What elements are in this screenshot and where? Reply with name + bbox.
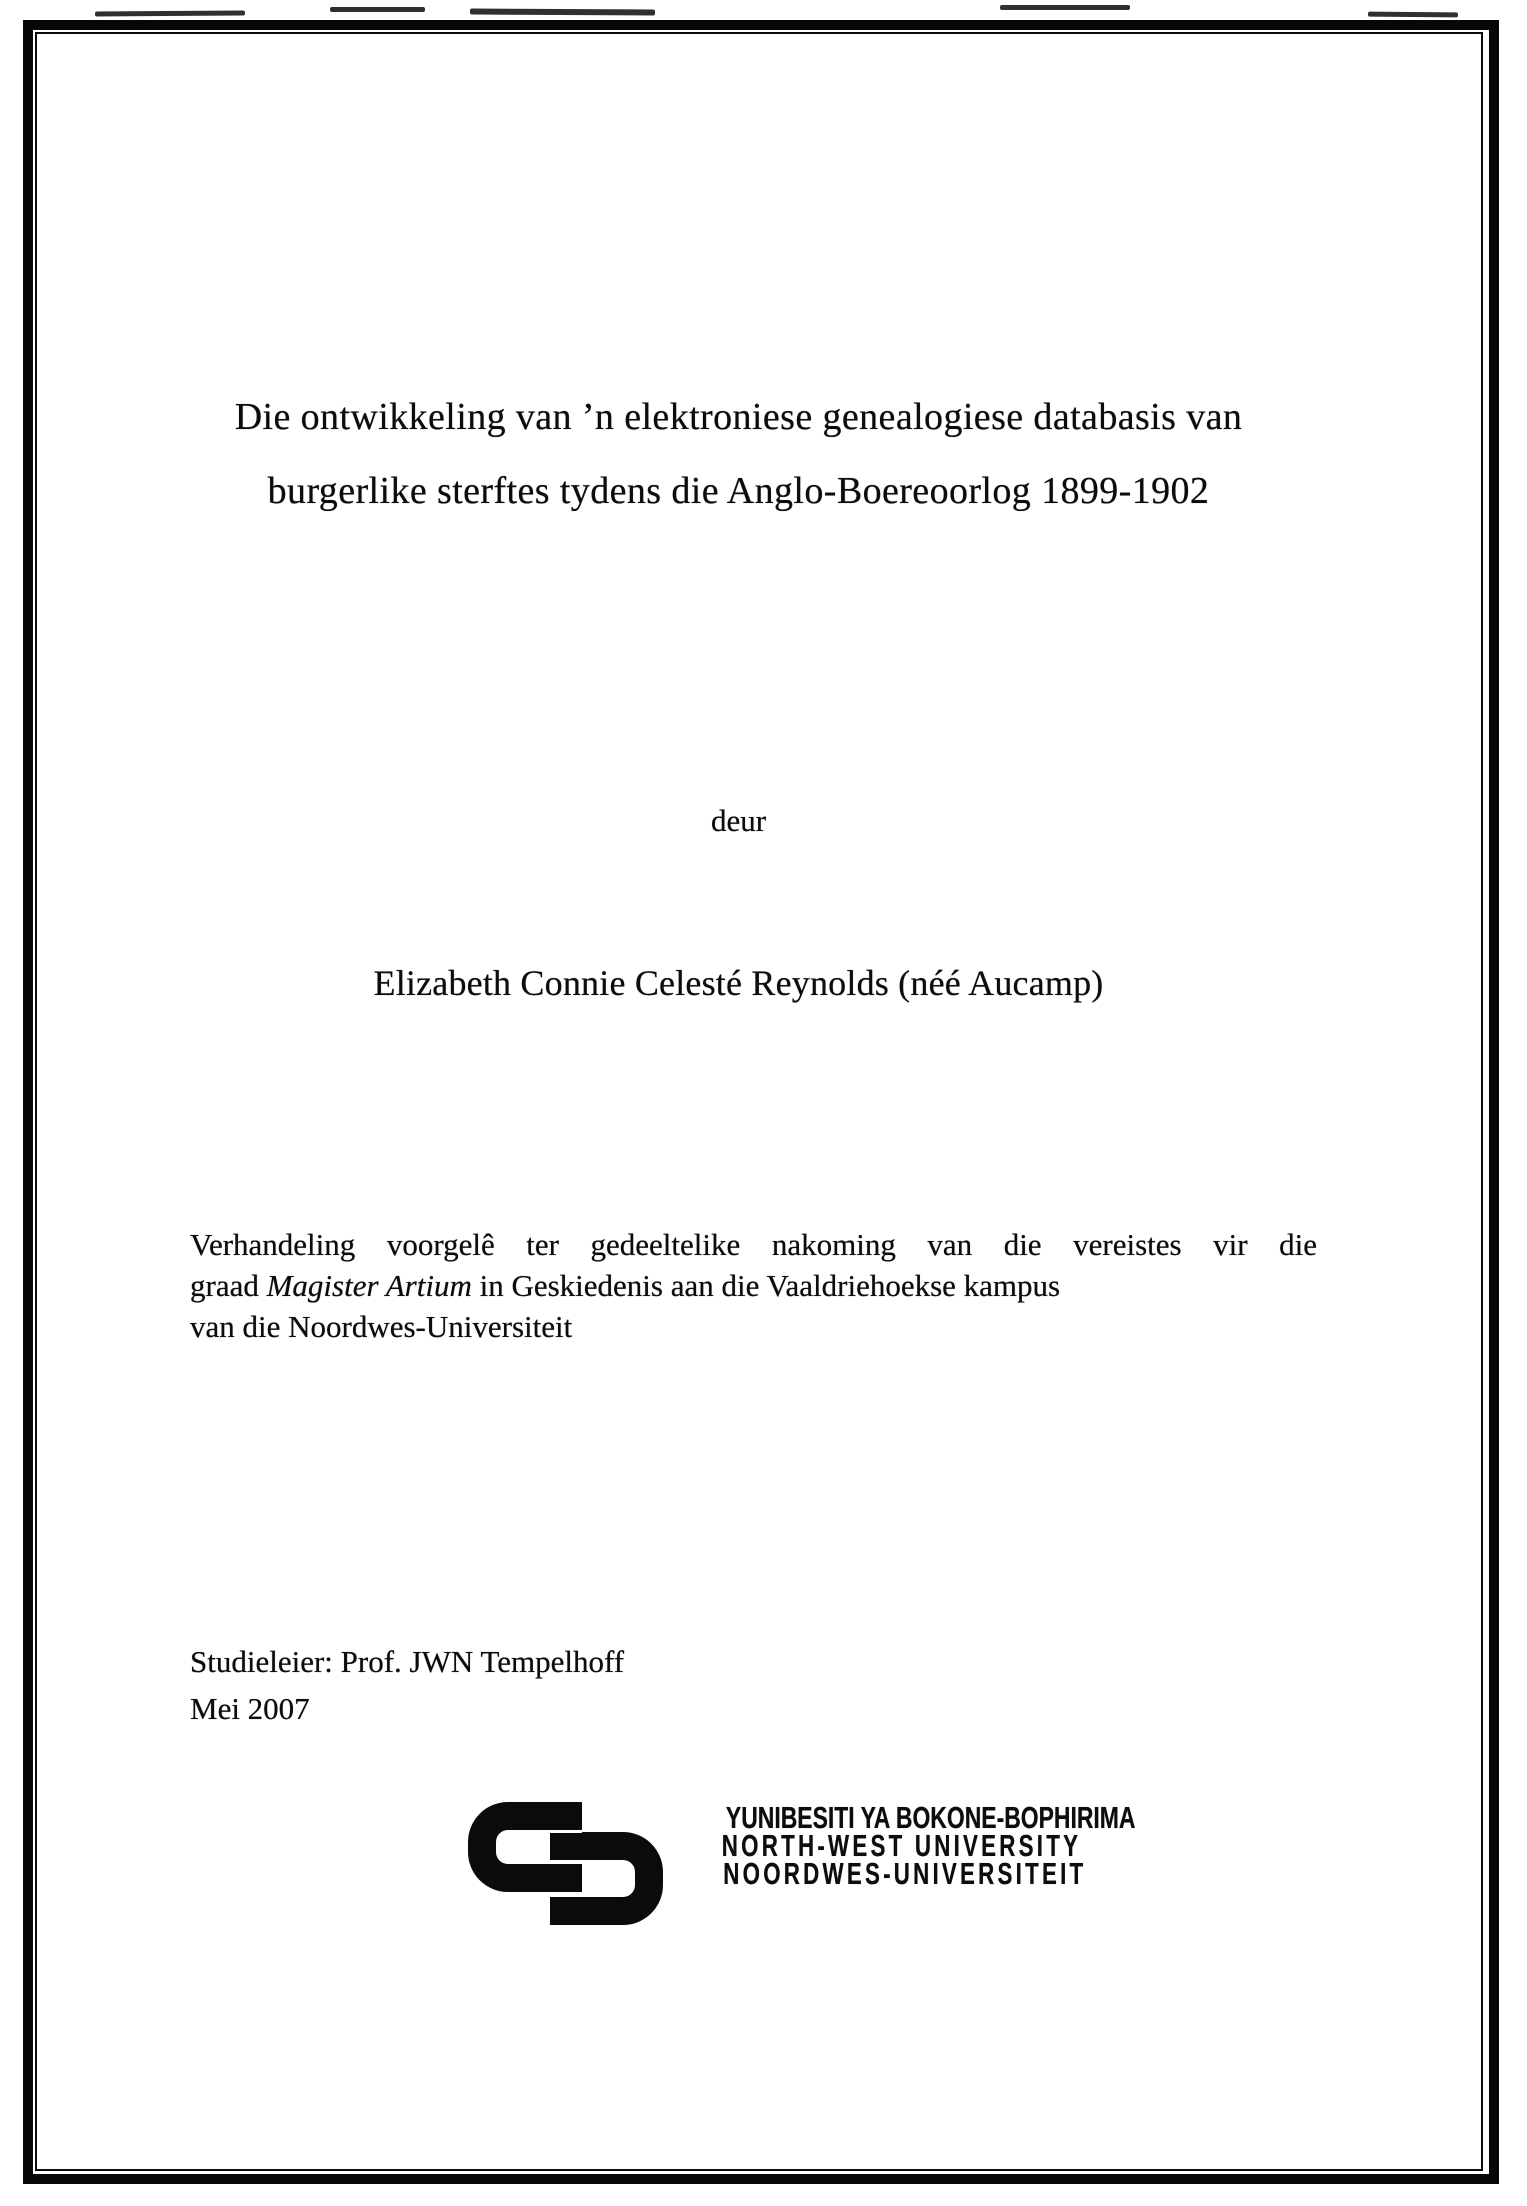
thesis-title-line1: Die ontwikkeling van ’n elektroniese genealogiese databasis van xyxy=(234,396,1243,438)
degree-statement-line2 xyxy=(190,1265,1317,1306)
supervisor-line: Studieleier: Prof. JWN Tempelhoff xyxy=(190,1644,625,1679)
logo-line-afrikaans: NOORDWES-UNIVERSITEIT xyxy=(723,1856,1087,1891)
degree-statement-line2-prefix: graad xyxy=(190,1268,267,1303)
degree-statement-line2-suffix: in Geskiedenis aan die Vaaldriehoekse kampus xyxy=(471,1268,1061,1303)
degree-statement-line1: Verhandeling voorgelê ter gedeeltelike nakoming van die vereistes vir die xyxy=(190,1227,1317,1262)
author-name: Elizabeth Connie Celesté Reynolds (néé Aucamp) xyxy=(373,963,1104,1003)
scan-artifact xyxy=(1000,5,1130,10)
degree-name-italic: Magister Artium xyxy=(266,1268,472,1303)
nwu-logo-wordmark xyxy=(582,1800,1136,1891)
logo-line-english: NORTH-WEST UNIVERSITY xyxy=(721,1828,1082,1863)
thesis-title-line2: burgerlike sterftes tydens die Anglo-Boereoorlog 1899-1902 xyxy=(267,470,1210,512)
supervisor-block xyxy=(190,1638,624,1732)
scan-artifact xyxy=(330,7,425,12)
thesis-title xyxy=(60,380,1417,528)
scan-artifact xyxy=(470,9,655,16)
degree-statement-line3: van die Noordwes-Universiteit xyxy=(190,1309,573,1344)
degree-statement xyxy=(190,1224,1317,1347)
date-line: Mei 2007 xyxy=(190,1691,310,1726)
byline-label: deur xyxy=(710,803,767,838)
scan-artifact xyxy=(1368,12,1458,18)
logo-line-setswana: YUNIBESITI YA BOKONE-BOPHIRIMA xyxy=(725,1800,1136,1835)
scan-artifact xyxy=(95,10,245,16)
